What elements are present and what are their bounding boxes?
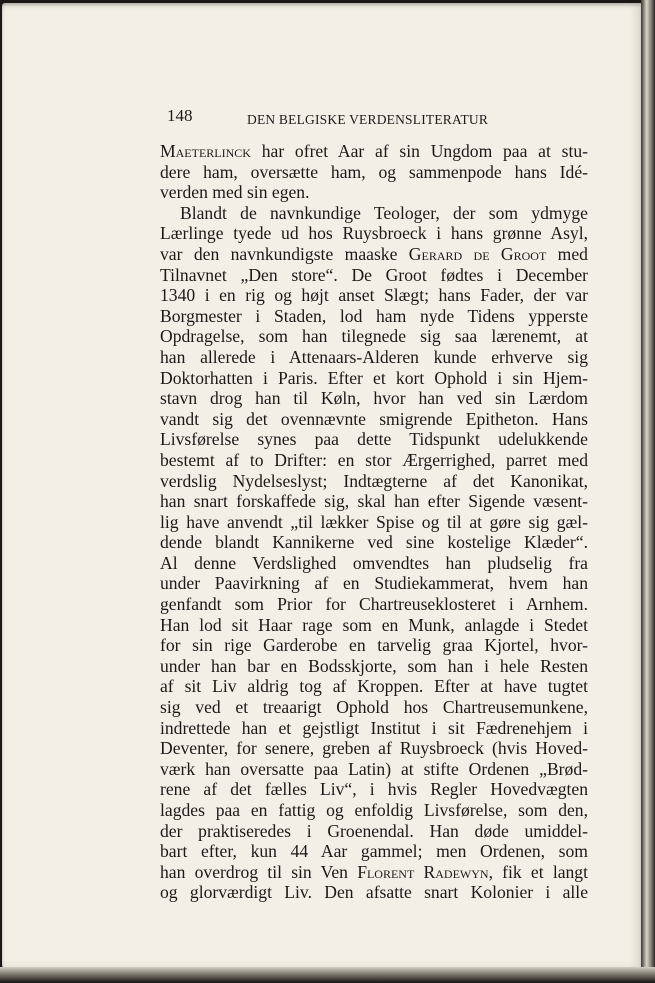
text-line: Opdragelse, som han tilegnede sig saa lærenemt, at [160,326,588,347]
text-line: vandt sig det ovennævnte smigrende Epitheton. Hans [160,408,588,429]
running-head: DEN BELGISKE VERDENSLITERATUR [247,112,489,127]
text-line: Deventer, for senere, greben af Ruysbroeck (hvis Hoved- [160,738,588,759]
text-line: for sin rige Garderobe en tarvelig graa Kjortel, hvor- [160,635,588,656]
text-line: sig ved et treaarigt Ophold hos Chartreusemunkene, [160,697,588,718]
text-line: verdslig Nydelseslyst; Indtægterne af det Kanonikat, [160,470,588,491]
text-line: han snart forskaffede sig, skal han efter Sigende væsent- [160,491,588,512]
text-line: 1340 i en rig og højt anset Slægt; hans Fader, der var [160,285,588,306]
text-line: lig have anvendt „til lækker Spise og til at gøre sig gæl- [160,511,588,532]
text-line: Han lod sit Haar rage som en Munk, anlagde i Stedet [160,614,588,635]
text-line: dende blandt Kannikerne ved sine kostelige Klæder“. [160,532,588,553]
text-line: bestemt af to Drifter: en stor Ærgerrighed, parret med [160,449,588,470]
text-line: indrettede han et gejstligt Institut i sit Fædrenehjem i [160,717,588,738]
text-line: genfandt som Prior for Chartreuseklosteret i Arnhem. [160,594,588,615]
text-line: rene af det fælles Liv“, i hvis Regler Hovedvægten [160,779,588,800]
text-line: han overdrog til sin Ven Florent Radewyn, fik et langt [160,861,588,882]
person-name: Gerard de Groot [408,243,547,264]
body-text [160,141,588,903]
text-line: der praktiseredes i Groenendal. Han døde umiddel- [160,820,588,841]
text-line: Blandt de navnkundige Teologer, der som ydmyge [180,202,588,223]
page-header [167,106,597,130]
text-line: under han bar en Bodsskjorte, som han i hele Resten [160,655,588,676]
text-line: Borgmester i Staden, lod ham nyde Tidens ypperste [160,305,588,326]
text-line: han allerede i Attenaars-Alderen kunde erhverve sig [160,346,588,367]
text-line: verden med sin egen. [160,182,310,203]
text-line: under Paavirkning af en Studiekammerat, hvem han [160,573,588,594]
text-line: og glorværdigt Liv. Den afsatte snart Kolonier i alle [160,882,588,903]
text-line: af sit Liv aldrig tog af Kroppen. Efter at have tugtet [160,676,588,697]
text-line: Lærlinge tyede ud hos Ruysbroeck i hans grønne Asyl, [160,223,588,244]
text-line: Maeterlinck har ofret Aar af sin Ungdom paa at stu- [160,141,588,161]
text-line: stavn drog han til Køln, hvor han ved sin Lærdom [160,388,588,409]
text-line: lagdes paa en fattig og enfoldig Livsførelse, som den, [160,800,588,820]
text-line: Doktorhatten i Paris. Efter et kort Ophold i sin Hjem- [160,367,588,388]
text-line: var den navnkundigste maaske Gerard de Groot med [160,243,588,264]
text-line: Livsførelse synes paa dette Tidspunkt udelukkende [160,429,588,450]
text-line: bart efter, kun 44 Aar gammel; men Ordenen, som [160,841,588,862]
author-name: Maeterlinck [160,141,251,161]
text-line: Tilnavnet „Den store“. De Groot fødtes i December [160,264,588,285]
text-line: Al denne Verdslighed omvendtes han pludselig fra [160,552,588,573]
page-number: 148 [167,106,193,125]
text-line: værk han oversatte paa Latin) at stifte Ordenen „Brød- [160,758,588,779]
book-edge-right [641,0,655,983]
book-edge-bottom [0,967,655,983]
text-line: dere ham, oversætte ham, og sammenpode hans Idé- [160,161,588,182]
person-name: Florent Radewyn [357,861,489,882]
